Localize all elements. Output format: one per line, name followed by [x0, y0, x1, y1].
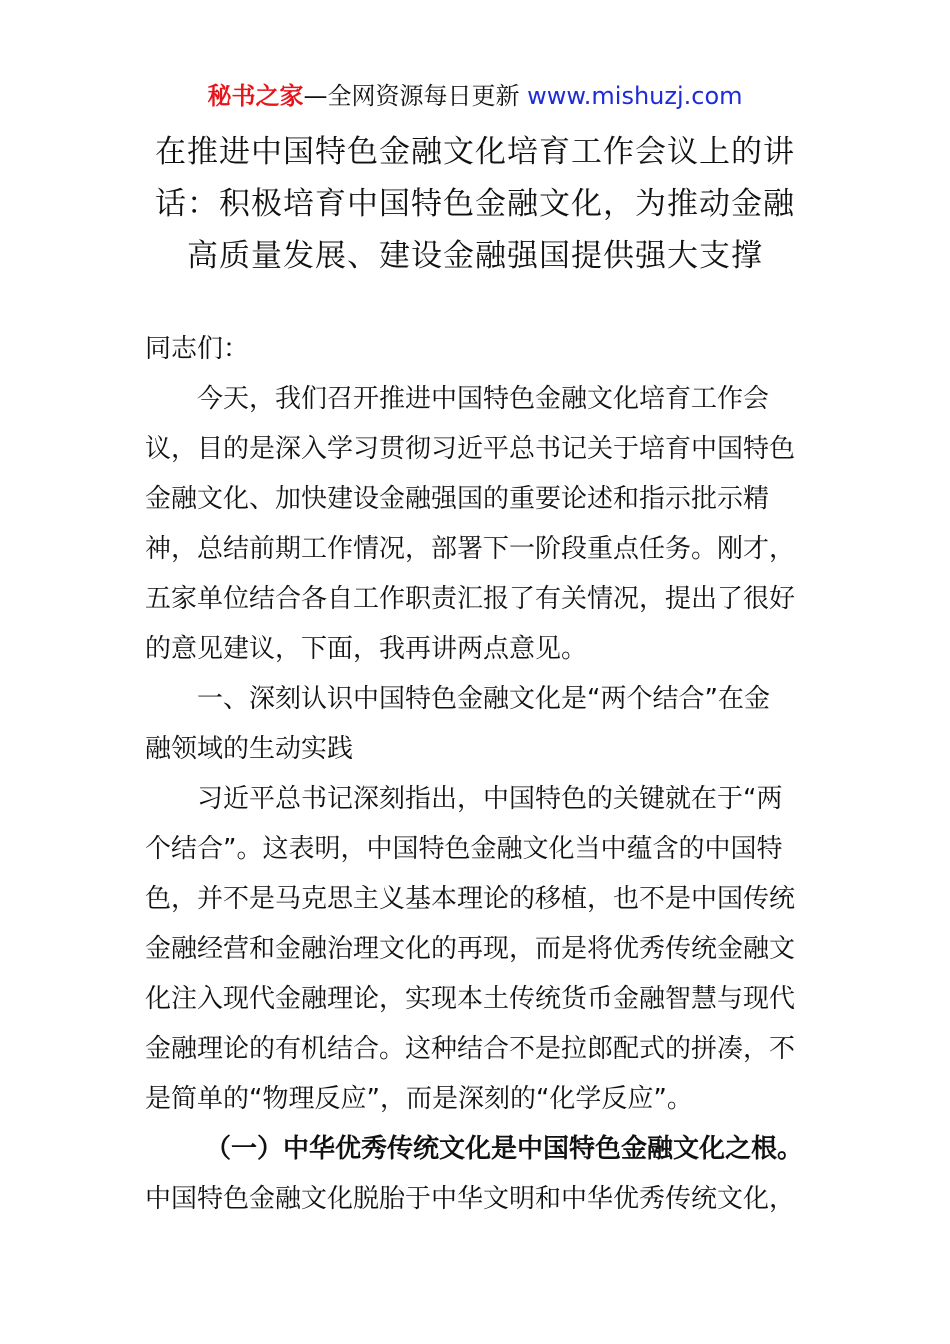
site-brand: 秘书之家	[207, 82, 304, 110]
paragraph-line: 色，并不是马克思主义基本理论的移植，也不是中国传统	[145, 884, 796, 914]
salutation: 同志们：	[145, 334, 250, 364]
paragraph-line: 是简单的“物理反应”，而是深刻的“化学反应”。	[145, 1084, 693, 1114]
site-header	[0, 80, 950, 112]
paragraph-line: 议，目的是深入学习贯彻习近平总书记关于培育中国特色	[145, 434, 796, 464]
title-line: 在推进中国特色金融文化培育工作会议上的讲	[155, 134, 795, 170]
document-body	[145, 324, 810, 1224]
document-title	[120, 126, 830, 282]
title-line: 话：积极培育中国特色金融文化，为推动金融	[155, 186, 795, 222]
paragraph-line: 金融理论的有机结合。这种结合不是拉郎配式的拼凑，不	[145, 1034, 796, 1064]
paragraph-line: 神，总结前期工作情况，部署下一阶段重点任务。刚才，	[145, 534, 796, 564]
site-tagline: —全网资源每日更新	[303, 82, 520, 110]
paragraph-line: 今天，我们召开推进中国特色金融文化培育工作会	[197, 384, 770, 414]
section-heading-line: 融领域的生动实践	[145, 734, 354, 764]
paragraph-line: 个结合”。这表明，中国特色金融文化当中蕴含的中国特	[145, 834, 783, 864]
paragraph-line: 金融经营和金融治理文化的再现，而是将优秀传统金融文	[145, 934, 796, 964]
paragraph-line: 化注入现代金融理论，实现本土传统货币金融智慧与现代	[145, 984, 796, 1014]
paragraph-line: 的意见建议，下面，我再讲两点意见。	[145, 634, 588, 664]
paragraph-line: 金融文化、加快建设金融强国的重要论述和指示批示精	[145, 484, 770, 514]
title-line: 高质量发展、建设金融强国提供强大支撑	[187, 238, 763, 274]
paragraph-line: 中国特色金融文化脱胎于中华文明和中华优秀传统文化，	[145, 1184, 796, 1214]
paragraph-line: 五家单位结合各自工作职责汇报了有关情况，提出了很好	[145, 584, 796, 614]
paragraph-line: 习近平总书记深刻指出，中国特色的关键就在于“两	[197, 784, 783, 814]
site-url[interactable]: www.mishuzj.com	[527, 82, 743, 110]
section-heading-line: 一、深刻认识中国特色金融文化是“两个结合”在金	[197, 684, 770, 714]
subsection-heading: （一）中华优秀传统文化是中国特色金融文化之根。	[205, 1134, 804, 1164]
